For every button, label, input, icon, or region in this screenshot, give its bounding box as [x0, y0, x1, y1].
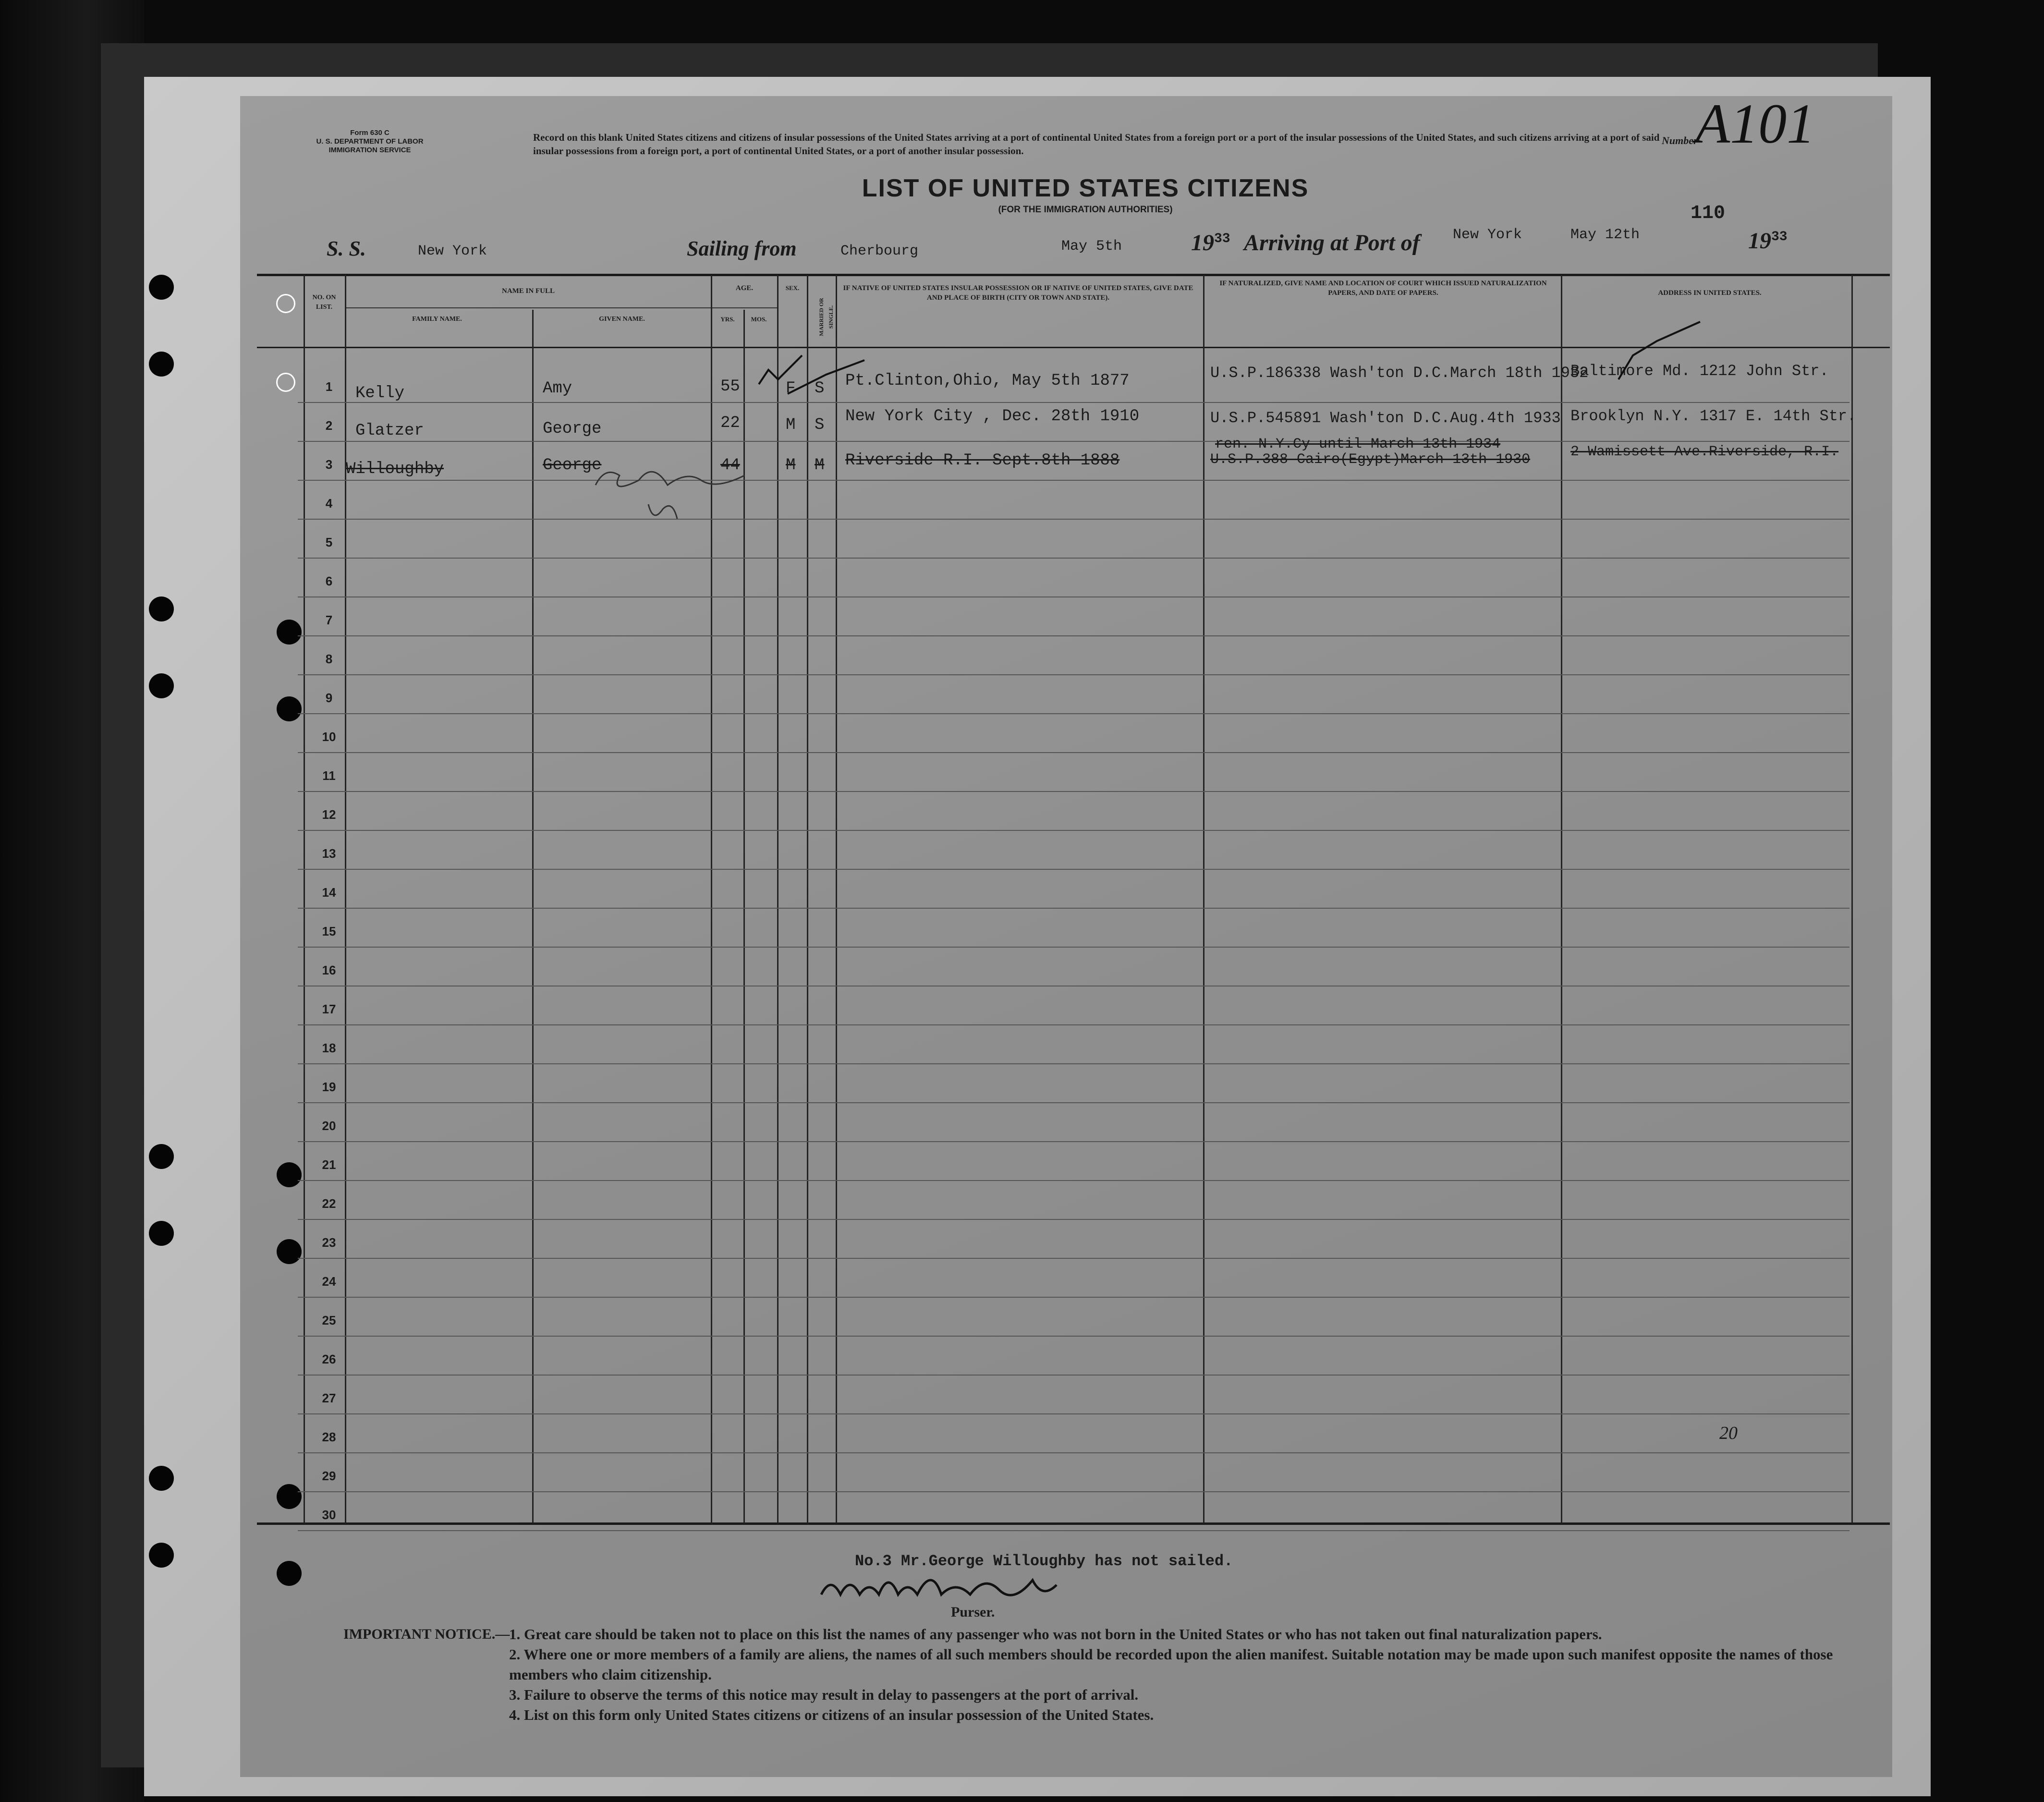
address-cell: Baltimore Md. 1212 John Str.	[1570, 362, 1829, 380]
header-married-single: MARRIED OR SINGLE.	[818, 298, 834, 336]
punch-hole	[277, 1239, 302, 1264]
notice-item: 4. List on this form only United States citizens or citizens of an insular possession of the United States.	[509, 1706, 1154, 1723]
header-given-name: GIVEN NAME.	[599, 316, 645, 323]
punch-hole	[277, 1484, 302, 1509]
sailing-from-label: Sailing from	[687, 237, 797, 260]
family-name-cell: Glatzer	[355, 422, 424, 440]
address-check-mark	[1614, 317, 1710, 384]
header-address: ADDRESS IN UNITED STATES.	[1658, 289, 1762, 297]
row-rule	[298, 1413, 1849, 1414]
punch-hole	[277, 1162, 302, 1187]
row-number: 6	[325, 574, 333, 588]
stamp-number: 110	[1691, 203, 1726, 224]
row-number: 28	[322, 1430, 336, 1444]
punch-hole	[149, 1543, 174, 1568]
header-years: YRS.	[720, 316, 735, 323]
punch-hole	[277, 1561, 302, 1586]
row-rule	[298, 558, 1849, 559]
row-number: 3	[325, 457, 333, 472]
list-number: A101	[1695, 92, 1815, 155]
address-cell: Brooklyn N.Y. 1317 E. 14th Str.	[1570, 407, 1857, 425]
sailing-year: $19^{33}$	[1191, 230, 1230, 256]
row-rule	[298, 1141, 1849, 1142]
given-name-cell: Amy	[543, 379, 572, 398]
check-mark	[788, 360, 864, 394]
header-naturalization: IF NATURALIZED, GIVE NAME AND LOCATION OF COURT WHICH ISSUED NATURALIZATION PAPERS, AND DATE OF PAPERS.	[1219, 280, 1547, 297]
row-number: 13	[322, 846, 336, 861]
birth-cell: Riverside R.I. Sept.8th 1888	[845, 451, 1120, 470]
header-birth: IF NATIVE OF UNITED STATES INSULAR POSSESSION OR IF NATIVE OF UNITED STATES, GIVE DATE AND PLACE OF BIRTH (CITY OR TOWN AND STATE).	[843, 284, 1193, 302]
col-divider	[532, 310, 534, 1523]
punch-hole	[149, 597, 174, 621]
row-number: 24	[322, 1274, 336, 1289]
row-rule	[298, 908, 1849, 909]
arrival-year: $19^{33}$	[1748, 228, 1788, 254]
margin-annotation: 20	[1719, 1423, 1738, 1443]
row-number: 10	[322, 730, 336, 744]
form-instructions: Record on this blank United States citizens and citizens of insular possessions of the United States arriving at a port of continental United States from a foreign port or a port of the insular possessions of the United States, and such citizens arriving at a port of said insular possessions from a foreign port, a port of continental United States, or a port of another insular possession.	[533, 132, 1660, 157]
punch-hole	[149, 352, 174, 377]
arrival-date: May 12th	[1570, 227, 1640, 243]
header-circle-mark	[276, 294, 295, 313]
row-rule	[298, 1530, 1849, 1531]
row-number: 26	[322, 1352, 336, 1366]
header-family-name: FAMILY NAME.	[412, 316, 462, 323]
punch-hole	[149, 1466, 174, 1491]
row-number: 15	[322, 924, 336, 938]
row-number: 18	[322, 1041, 336, 1055]
row-rule	[298, 674, 1849, 675]
row-rule	[298, 947, 1849, 948]
row-number: 9	[325, 691, 333, 705]
form-identifier	[283, 129, 456, 155]
row-number: 12	[322, 807, 336, 822]
row-number: 22	[322, 1196, 336, 1211]
row-rule	[298, 1297, 1849, 1298]
sailing-port: Cherbourg	[840, 243, 919, 259]
scribble-mark	[596, 472, 744, 487]
notice-item: 1. Great care should be taken not to place on this list the names of any passenger who was not born in the United States or who has not taken out final naturalization papers.	[509, 1626, 1602, 1643]
age-years-cell: 22	[720, 414, 740, 432]
row-rule	[298, 1219, 1849, 1220]
given-name-cell: George	[543, 456, 602, 475]
age-years-cell: 55	[720, 377, 740, 396]
table-top-rule	[257, 274, 1890, 276]
purser-signature	[816, 1571, 1105, 1609]
row-rule	[298, 1180, 1849, 1181]
address-cell: 2 Wamissett Ave.Riverside, R.I.	[1570, 444, 1839, 460]
row-rule	[298, 752, 1849, 753]
important-notice-label: IMPORTANT NOTICE.—	[343, 1626, 510, 1642]
age-header-rule	[711, 307, 778, 308]
punch-hole	[149, 673, 174, 698]
form-title: LIST OF UNITED STATES CITIZENS	[862, 174, 1309, 202]
punch-hole	[149, 275, 174, 300]
naturalization-cell: U.S.P.186338 Wash'ton D.C.March 18th 1932	[1210, 364, 1589, 382]
number-label: Number	[1662, 134, 1698, 146]
row-rule	[298, 1102, 1849, 1103]
header-age: AGE.	[735, 284, 754, 292]
row-rule	[298, 830, 1849, 831]
name-header-rule	[346, 307, 711, 308]
row-rule	[298, 791, 1849, 792]
family-name-cell: Willoughby	[346, 460, 444, 478]
row-rule	[298, 1491, 1849, 1492]
row-rule	[298, 713, 1849, 714]
marital-status-cell: M	[815, 456, 825, 475]
row-rule	[298, 519, 1849, 520]
header-months: MOS.	[751, 316, 767, 323]
naturalization-cell-line1: ren. N.Y.Cy until March 13th 1934	[1215, 436, 1501, 452]
row-number: 29	[322, 1469, 336, 1483]
age-years-cell: 44	[720, 456, 740, 475]
notice-item: 2. Where one or more members of a family are aliens, the names of all such members should be recorded upon the alien manifest. Suitable notation may be made upon such manifest opposite the names of those members who claim citizenship.	[509, 1646, 1833, 1683]
row-number: 14	[322, 885, 336, 900]
marital-status-cell: S	[815, 379, 825, 398]
not-sailed-note: No.3 Mr.George Willoughby has not sailed.	[855, 1552, 1233, 1570]
row-rule	[298, 402, 1849, 403]
row-number: 11	[322, 768, 336, 783]
row-rule	[298, 635, 1849, 636]
given-name-cell: George	[543, 420, 602, 438]
row-circle-mark	[276, 373, 295, 392]
ship-name: New York	[418, 243, 487, 259]
department-label: U. S. DEPARTMENT OF LABOR	[316, 137, 424, 146]
row-number: 4	[325, 496, 333, 511]
row-number: 8	[325, 652, 333, 666]
row-number: 1	[325, 379, 333, 394]
sex-cell: M	[786, 456, 796, 475]
sex-cell: F	[786, 379, 796, 398]
punch-hole	[277, 620, 302, 645]
punch-hole	[149, 1221, 174, 1246]
purser-label: Purser.	[951, 1604, 995, 1620]
row-rule	[298, 1336, 1849, 1337]
arriving-label: Arriving at Port of	[1244, 230, 1420, 256]
row-rule	[298, 1375, 1849, 1376]
row-number: 27	[322, 1391, 336, 1405]
row-rule	[298, 1452, 1849, 1453]
header-sex: SEX.	[785, 284, 800, 292]
punch-hole	[277, 696, 302, 721]
row-number: 17	[322, 1002, 336, 1016]
service-label: IMMIGRATION SERVICE	[328, 146, 411, 154]
check-mark	[759, 355, 802, 384]
marital-status-cell: S	[815, 416, 825, 434]
row-number: 25	[322, 1313, 336, 1327]
row-number: 20	[322, 1119, 336, 1133]
row-rule	[298, 480, 1849, 481]
row-rule	[298, 1024, 1849, 1025]
header-name-in-full: NAME IN FULL	[501, 287, 555, 295]
notice-item: 3. Failure to observe the terms of this notice may result in delay to passengers at the port of arrival.	[509, 1686, 1139, 1703]
header-list-number: NO. ON LIST.	[312, 294, 336, 311]
row-number: 30	[322, 1508, 336, 1522]
row-rule	[298, 869, 1849, 870]
col-divider	[1851, 275, 1853, 1523]
row-number: 21	[322, 1157, 336, 1172]
pencil-annotations	[576, 346, 874, 567]
row-number: 5	[325, 535, 333, 549]
naturalization-cell: U.S.P.545891 Wash'ton D.C.Aug.4th 1933	[1210, 409, 1561, 427]
birth-cell: Pt.Clinton,Ohio, May 5th 1877	[845, 372, 1130, 390]
arrival-port: New York	[1453, 227, 1522, 243]
row-number: 16	[322, 963, 336, 977]
naturalization-cell: U.S.P.388 Cairo(Egypt)March 13th 1930	[1210, 451, 1531, 468]
row-rule	[298, 1063, 1849, 1064]
row-number: 23	[322, 1235, 336, 1250]
birth-cell: New York City , Dec. 28th 1910	[845, 407, 1140, 426]
table-bottom-rule	[257, 1522, 1890, 1525]
form-number: Form 630 C	[350, 129, 389, 137]
punch-hole	[149, 1144, 174, 1169]
scribble-mark	[648, 504, 677, 519]
row-number: 7	[325, 613, 333, 627]
sailing-date: May 5th	[1061, 238, 1122, 255]
form-subtitle: (FOR THE IMMIGRATION AUTHORITIES)	[998, 205, 1173, 215]
row-rule	[298, 441, 1849, 442]
sex-cell: M	[786, 416, 796, 434]
row-number: 2	[325, 418, 333, 433]
family-name-cell: Kelly	[355, 384, 405, 402]
ss-label: S. S.	[327, 237, 366, 260]
row-rule	[298, 1258, 1849, 1259]
row-number: 19	[322, 1080, 336, 1094]
